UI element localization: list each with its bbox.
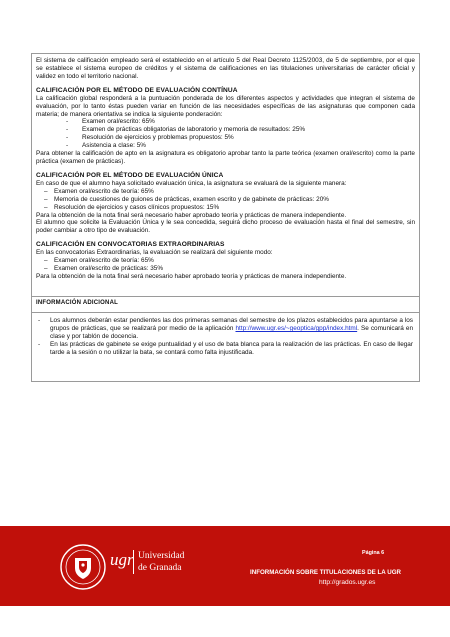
practice-groups-link[interactable]: http://www.ugr.es/~geoptica/gpp/index.html	[235, 324, 358, 332]
list-item: – Examen oral/escrito de teoría: 65%	[44, 188, 415, 196]
list-item: - En las prácticas de gabinete se exige puntualidad y el uso de bata blanca para la realización de las prácticas. En caso de llegar tarde a la sesión o no utilizar la bata, se contará como falta injustificada.	[36, 341, 415, 357]
list-item: - Resolución de ejercicios y problemas propuestos: 5%	[66, 134, 415, 142]
list-item: – Examen oral/escrito de prácticas: 35%	[44, 265, 415, 273]
university-seal-icon	[60, 544, 106, 590]
info-item-1-text: Los alumnos deberán estar pendientes las dos primeras semanas del semestre de los plazos establecidos para apuntarse a los grupos de prácticas, que se realizará por medio de la aplicación	[50, 317, 413, 332]
intro-paragraph: El sistema de calificación empleado será el establecido en el artículo 5 del Real Decreto 1125/2003, de 5 de septiembre, por el que se establece el sistema europeo de créditos y el sistema de calificaciones en las titulaciones universitarias de carácter oficial y validez en todo el territorio nacional.	[36, 57, 415, 80]
extra-heading: CALIFICACIÓN EN CONVOCATORIAS EXTRAORDINARIAS	[36, 241, 225, 249]
unica-note-1: Para la obtención de la nota final será necesario haber aprobado teoría y prácticas de manera independiente.	[36, 211, 347, 219]
unica-note-2: El alumno que solicite la Evaluación Única y le sea concedida, seguirá dicho proceso de evaluación hasta el final del semestre, sin poder cambiar a otro tipo de evaluación.	[36, 219, 415, 235]
list-item: - Examen de prácticas obligatorias de laboratorio y memoria de resultados: 25%	[66, 126, 415, 134]
continua-list	[36, 118, 415, 150]
info-list	[36, 317, 415, 357]
evaluation-section	[31, 53, 420, 297]
footer-title: INFORMACIÓN SOBRE TITULACIONES DE LA UGR	[250, 569, 402, 576]
list-item: - Asistencia a clase: 5%	[66, 142, 415, 150]
unica-paragraph: En caso de que el alumno haya solicitado evaluación única, la asignatura se evaluará de la siguiente manera:	[36, 179, 347, 187]
list-item: – Resolución de ejercicios y casos clínicos propuestos: 15%	[44, 204, 415, 212]
list-item: - Examen oral/escrito: 65%	[66, 118, 415, 126]
university-name-line-1: Universidad	[138, 551, 185, 561]
extra-note: Para la obtención de la nota final será necesario haber aprobado teoría y prácticas de manera independiente.	[36, 272, 347, 280]
continua-paragraph: La calificación global responderá a la puntuación ponderada de los diferentes aspectos y actividades que integran el sistema de evaluación, por lo tanto éstas pueden variar en función de las necesidades específicas de las asignaturas que componen cada materia; de manera orientativa se indica la siguiente ponderación:	[36, 94, 415, 118]
info-heading-box	[31, 296, 420, 313]
info-heading: INFORMACIÓN ADICIONAL	[36, 300, 118, 306]
continua-note: Para obtener la calificación de apto en la asignatura es obligatorio aprobar tanto la parte teórica (examen oral/escrito) como la parte práctica (examen de prácticas).	[36, 150, 415, 165]
page-number: Página 6	[362, 550, 385, 556]
info-item-1-tail: . Se comunicará en clase y por tablón de docencia.	[50, 324, 413, 340]
university-name-line-2: de Granada	[138, 563, 182, 573]
list-item: – Memoria de cuestiones de guiones de prácticas, examen escrito y de gabinete de prácticas: 20%	[44, 196, 415, 204]
extra-paragraph: En las convocatorias Extraordinarias, la evaluación se realizará del siguiente modo:	[36, 249, 273, 257]
footer-banner	[0, 526, 450, 606]
footer-url[interactable]: http://grados.ugr.es	[319, 579, 376, 586]
continua-heading: CALIFICACIÓN POR EL MÉTODO DE EVALUACIÓN CONTÍNUA	[36, 86, 238, 94]
list-item	[36, 317, 415, 341]
ugr-wordmark: ugr	[110, 550, 134, 569]
university-name	[133, 550, 184, 574]
unica-list	[36, 188, 415, 212]
unica-heading: CALIFICACIÓN POR EL MÉTODO DE EVALUACIÓN ÚNICA	[36, 171, 224, 179]
info-section	[31, 312, 420, 382]
list-item: – Examen oral/escrito de teoría: 65%	[44, 257, 415, 265]
extra-list	[36, 257, 415, 273]
